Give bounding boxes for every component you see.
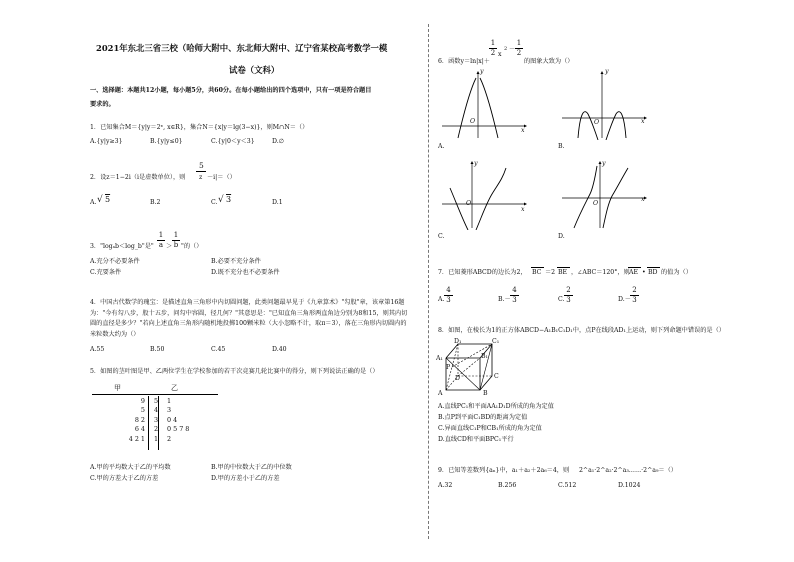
q3-gt: ＞	[166, 243, 173, 250]
q2-option-d: D.1	[272, 199, 283, 206]
q6-graph-c	[440, 158, 530, 230]
stem-leaf-left: 5	[140, 406, 145, 415]
q6-graph-c-y: y	[474, 160, 478, 167]
q5-option-c: C.甲的方差大于乙的方差	[90, 475, 159, 482]
q1-option-a: A.{y|y≥3}	[90, 138, 123, 145]
q6-minus: －	[509, 46, 516, 53]
q8-label-c: C	[494, 373, 499, 380]
q7-dot: •	[642, 269, 646, 276]
q7-option-c-frac	[564, 287, 573, 304]
q6-option-a: A.	[438, 143, 445, 150]
stem-leaf-row	[92, 415, 226, 425]
q2-stem-suffix: －i|＝（）	[207, 174, 236, 181]
q4-option-b: B.50	[150, 346, 165, 353]
q6-graph-a-x: x	[521, 127, 525, 134]
q6-graph-c-o: O	[466, 200, 472, 207]
q6-graph-a	[440, 68, 530, 140]
section-heading: 一、选择题：本题共12小题，每小题5分，共60分。在每小题给出的四个选项中，只有一项是符合题目	[90, 87, 372, 94]
q3-option-d: D.既不充分也不必要条件	[211, 269, 280, 276]
q3-option-b: B.必要不充分条件	[211, 258, 261, 265]
q5-option-a: A.甲的平均数大于乙的平均数	[90, 464, 171, 471]
q3-f2-den: b	[173, 241, 179, 249]
section-heading-cont: 要求的。	[90, 101, 115, 108]
q7-eq: ＝2	[545, 269, 556, 276]
q7-option-b: B.－	[498, 296, 511, 303]
stem-leaf-row	[92, 406, 226, 416]
q8-option-b: B.点P到平面C₁BD的距离为定值	[438, 414, 528, 421]
q2-option-c-radicand: 3	[226, 195, 232, 204]
q6-graph-b-x: x	[641, 118, 645, 125]
q8-label-b1: B₁	[481, 353, 489, 360]
q6-f-den: 2	[490, 49, 496, 57]
q3-f2-num: 1	[173, 231, 179, 239]
stem-leaf-right: 2	[167, 434, 172, 443]
stem-leaf-plot	[92, 396, 226, 444]
q3-f1-den: a	[158, 241, 164, 249]
q6-graph-b	[560, 68, 650, 140]
q3-option-c: C.充要条件	[90, 269, 122, 276]
q7-c-num: 2	[566, 286, 571, 294]
stem-leaf-right: 0 4	[167, 415, 178, 424]
q1-option-d: D.∅	[272, 138, 285, 145]
q2-stem: 2．设z＝1−2i（i是虚数单位），则	[90, 174, 186, 181]
q7-d-den: 3	[632, 296, 637, 304]
stem-leaf-stem: 2	[153, 425, 159, 434]
q7-option-a: A.	[438, 296, 445, 303]
q7-vector-bc: BC	[532, 269, 542, 276]
q8-label-d1: D₁	[454, 338, 462, 345]
q2-fraction-denominator: z	[199, 174, 203, 181]
q6-graph-d-y: y	[602, 160, 606, 167]
q6-graph-a-y: y	[480, 68, 484, 75]
q5-stem: 5．如图的茎叶图是甲、乙两位学生在学校参加的若干次竞赛几轮比赛中的得分，则下列说法正确的是（）	[90, 368, 379, 375]
stem-leaf-row	[92, 425, 226, 435]
stem-leaf-row	[92, 434, 226, 444]
q7-vector-bd: BD	[648, 269, 658, 276]
q8-label-p: P	[446, 364, 451, 371]
q3-fraction-1b	[172, 232, 180, 249]
stem-leaf-stem: 5	[153, 396, 159, 405]
q8-label-d: D	[455, 375, 460, 382]
q7-vector-be: BE	[558, 269, 568, 276]
q7-vec-arrow-2	[557, 267, 570, 268]
q6-graph-b-y: y	[605, 68, 609, 75]
stem-leaf-left: 4 2 1	[128, 434, 145, 443]
stem-leaf-right: 1	[167, 396, 172, 405]
q2-option-b: B.2	[150, 199, 161, 206]
q4-option-a: A.55	[90, 346, 105, 353]
stem-leaf-stem: 3	[153, 415, 159, 424]
q4-option-d: D.40	[272, 346, 287, 353]
q7-vec-arrow-4	[647, 267, 660, 268]
q2-fraction-numerator: 5	[199, 161, 204, 170]
q7-vec-arrow-3	[628, 267, 641, 268]
q8-stem: 8．如图，在棱长为1的正方体ABCD−A₁B₁C₁D₁中，点P在线段AD₁上运动，则下列命题中错误的是（）	[438, 327, 725, 334]
q5-option-b: B.甲的中位数大于乙的中位数	[211, 464, 292, 471]
q7-b-den: 3	[512, 296, 517, 304]
exam-title-line1: 2021年东北三省三校（哈师大附中、东北师大附中、辽宁省某校高考数学一模	[96, 43, 388, 53]
stem-leaf-stem: 4	[153, 406, 159, 415]
stem-leaf-top-rule	[92, 394, 218, 395]
q4-stem: 4．中国古代数学的瑰宝：是描述直角三角形中内切圆问题，此类问题最早见于《九章算术》"勾股"章，该章第16题为："今有勾八步，股十五步，问勾中容圆，径几何？"其意思是："已知直角三角形两直角边分别为8和15，则其内切圆的直径是多少？"若向上述直角三角形内随机地投掷100颗米粒（大小忽略不计，取π＝3），落在三角形内切圆内的米粒数大约为（）	[90, 299, 408, 338]
q6-sup: 2	[504, 46, 508, 52]
q7-option-d: D.－	[618, 296, 631, 303]
q7-mid: ，∠ABC＝120°，则	[571, 269, 630, 276]
stem-leaf-stem: 1	[153, 434, 159, 443]
q1-option-b: B.{y|y≤0}	[150, 138, 183, 145]
q9-product: 2^a₁·2^a₂·2^a₃……·2^a₉＝（）	[579, 467, 677, 474]
q3-stem-suffix: "的（）	[181, 243, 203, 250]
q6-option-d: D.	[558, 233, 565, 240]
q8-label-a1: A₁	[436, 355, 443, 362]
stem-leaf-right: 3	[167, 406, 172, 415]
q2-sqrt-icon-2: √	[218, 195, 224, 205]
q8-option-a: A.直线PC₁和平面AA₁D₁D所成的角为定值	[438, 403, 554, 410]
q6-fraction	[489, 40, 497, 57]
column-divider	[428, 24, 429, 539]
exam-title-line2: 试卷（文科）	[229, 65, 280, 75]
q7-option-b-frac	[510, 287, 519, 304]
q9-option-b: B.256	[498, 482, 517, 489]
q6-f-num: 1	[490, 39, 496, 47]
q8-label-b: B	[483, 390, 488, 397]
q6-option-c: C.	[438, 233, 445, 240]
q3-option-a: A.充分不必要条件	[90, 258, 140, 265]
q7-option-d-frac	[630, 287, 639, 304]
q2-option-a: A.	[90, 199, 97, 206]
q7-option-c: C.	[558, 296, 565, 303]
q6-graph-b-o: O	[594, 119, 600, 126]
q8-option-d: D.直线CD和平面BPC₁平行	[438, 436, 514, 443]
q6-graph-c-x: x	[521, 206, 525, 213]
stem-leaf-header-left: 甲	[114, 384, 121, 392]
q6-graph-d-o: O	[593, 200, 599, 207]
q5-option-d: D.甲的方差小于乙的方差	[211, 475, 280, 482]
q7-a-num: 4	[446, 286, 451, 294]
q2-option-c: C.	[211, 199, 218, 206]
stem-leaf-row	[92, 396, 226, 406]
q8-option-c: C.异面直线C₁P和CB₁所成的角为定值	[438, 425, 542, 432]
q6-x: x	[498, 51, 502, 58]
q6-stem: 6．函数y＝ln|x|＋	[438, 58, 490, 65]
q8-label-a: A	[438, 390, 443, 397]
q7-vector-ae: AE	[629, 269, 638, 276]
stem-leaf-left: 8 2	[134, 415, 145, 424]
q6-fraction-2	[515, 40, 523, 57]
q9-option-c: C.512	[558, 482, 577, 489]
q6-graph-a-o: O	[470, 118, 476, 125]
q7-vec-arrow-1	[531, 267, 544, 268]
q9-option-a: A.32	[438, 482, 453, 489]
q6-graph-d-x: x	[641, 196, 645, 203]
q6-stem-suffix: 的图象大致为（）	[524, 58, 574, 65]
stem-leaf-header-right: 乙	[171, 384, 178, 392]
q3-f1-num: 1	[158, 231, 164, 239]
q6-option-b: B.	[558, 143, 565, 150]
stem-leaf-left: 6 4	[134, 425, 145, 434]
q6-f2-den: 2	[516, 49, 522, 57]
q7-c-den: 3	[566, 296, 571, 304]
q2-option-a-radicand: 5	[105, 195, 111, 204]
q7-a-den: 3	[446, 296, 451, 304]
stem-leaf-right: 0 5 7 8	[167, 425, 190, 434]
q4-option-c: C.45	[211, 346, 226, 353]
q2-sqrt-icon: √	[97, 195, 103, 205]
q7-d-num: 2	[632, 286, 637, 294]
q9-option-d: D.1024	[618, 482, 641, 489]
q7-option-a-frac	[444, 287, 453, 304]
q3-fraction-1a	[157, 232, 165, 249]
q9-stem: 9．已知等差数列{aₙ}中，a₁＋a₂＋2a₆＝4，则	[438, 467, 570, 474]
q7-stem-suffix: 的值为（）	[661, 269, 692, 276]
q6-f2-num: 1	[516, 39, 522, 47]
q3-stem: 3．"logₐb＜log_b"是"	[90, 243, 154, 250]
q8-label-c1: C₁	[492, 338, 500, 345]
q7-stem: 7．已知菱形ABCD的边长为2，	[438, 269, 527, 276]
q6-graph-d	[560, 158, 650, 230]
stem-leaf-left: 9	[140, 396, 145, 405]
q2-fraction-bar	[196, 171, 206, 172]
q1-option-c: C.{y|0＜y＜3}	[211, 138, 255, 145]
q1-stem: 1．已知集合M＝{y|y＝2ˣ, x∈R}，集合N＝{x|y＝lg(3−x)}，则M∩N＝（）	[90, 124, 309, 131]
q7-b-num: 4	[512, 286, 517, 294]
